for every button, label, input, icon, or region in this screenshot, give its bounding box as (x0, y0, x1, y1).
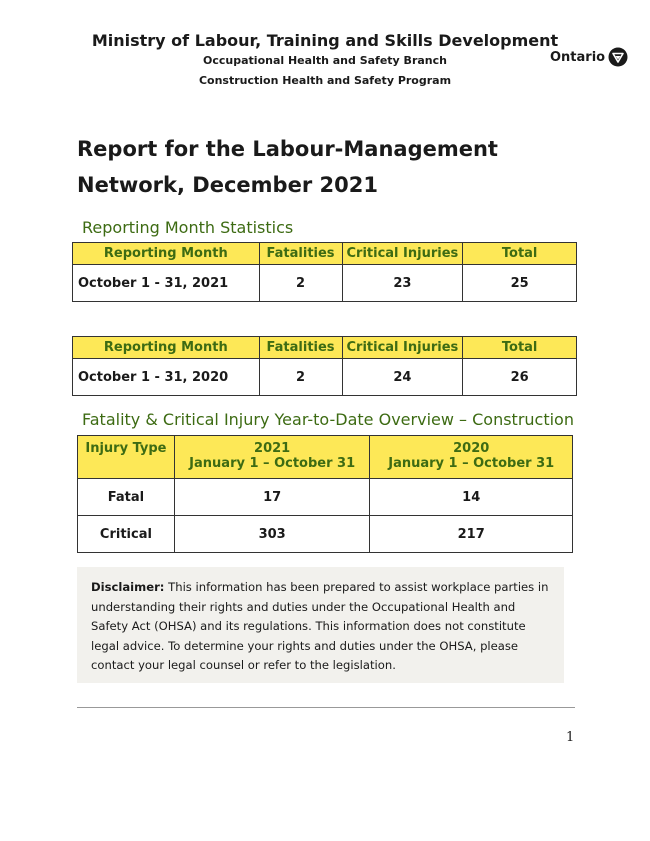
ytd-overview-table (77, 435, 573, 553)
header-reporting-month: Reporting Month (73, 337, 260, 359)
disclaimer-label: Disclaimer: (91, 580, 165, 594)
cell-total: 25 (463, 265, 577, 302)
table-row (73, 359, 577, 396)
branch-name: Occupational Health and Safety Branch (203, 54, 447, 67)
cell-2020-value: 14 (370, 479, 573, 516)
header-2021 (174, 436, 370, 479)
header-2021-year: 2021 (254, 441, 291, 456)
header-2020-year: 2020 (453, 441, 490, 456)
trillium-icon (608, 47, 628, 67)
table-header-row (78, 436, 573, 479)
header-fatalities: Fatalities (259, 243, 342, 265)
table-header-row (73, 337, 577, 359)
section-heading-reporting-month: Reporting Month Statistics (82, 218, 294, 237)
header-critical-injuries: Critical Injuries (342, 243, 463, 265)
header-total: Total (463, 243, 577, 265)
reporting-month-table-2020 (72, 336, 577, 396)
header-total: Total (463, 337, 577, 359)
cell-injury-type: Critical (78, 516, 175, 553)
disclaimer-box (77, 567, 564, 683)
header-reporting-month: Reporting Month (73, 243, 260, 265)
header-2020-range: January 1 – October 31 (388, 456, 555, 471)
cell-critical-injuries: 23 (342, 265, 463, 302)
cell-injury-type: Fatal (78, 479, 175, 516)
header-fatalities: Fatalities (259, 337, 342, 359)
ontario-logo-text: Ontario (550, 49, 606, 65)
cell-critical-injuries: 24 (342, 359, 463, 396)
table-row (78, 516, 573, 553)
header-injury-type: Injury Type (78, 436, 175, 479)
reporting-month-table-2021 (72, 242, 577, 302)
header-critical-injuries: Critical Injuries (342, 337, 463, 359)
cell-fatalities: 2 (259, 359, 342, 396)
disclaimer-text: This information has been prepared to assist workplace parties in understanding their rights and duties under the Occupational Health and Safety Act (OHSA) and its regulations. This information does not constitute legal advice. To determine your rights and duties under the OHSA, please contact your legal counsel or refer to the legislation. (91, 580, 549, 672)
cell-2021-value: 303 (174, 516, 370, 553)
table-header-row (73, 243, 577, 265)
section-heading-ytd-overview: Fatality & Critical Injury Year-to-Date Overview – Construction (82, 410, 574, 429)
cell-reporting-month: October 1 - 31, 2021 (73, 265, 260, 302)
cell-2021-value: 17 (174, 479, 370, 516)
table-row (73, 265, 577, 302)
cell-fatalities: 2 (259, 265, 342, 302)
footer-divider (77, 707, 575, 708)
page-number: 1 (566, 730, 575, 745)
ontario-logo (550, 47, 628, 67)
cell-total: 26 (463, 359, 577, 396)
header-2020 (370, 436, 573, 479)
cell-reporting-month: October 1 - 31, 2020 (73, 359, 260, 396)
table-row (78, 479, 573, 516)
program-name: Construction Health and Safety Program (198, 74, 452, 87)
report-title: Report for the Labour-Management Network, December 2021 (77, 137, 498, 197)
ministry-name: Ministry of Labour, Training and Skills Development (91, 31, 559, 50)
cell-2020-value: 217 (370, 516, 573, 553)
header-2021-range: January 1 – October 31 (189, 456, 356, 471)
